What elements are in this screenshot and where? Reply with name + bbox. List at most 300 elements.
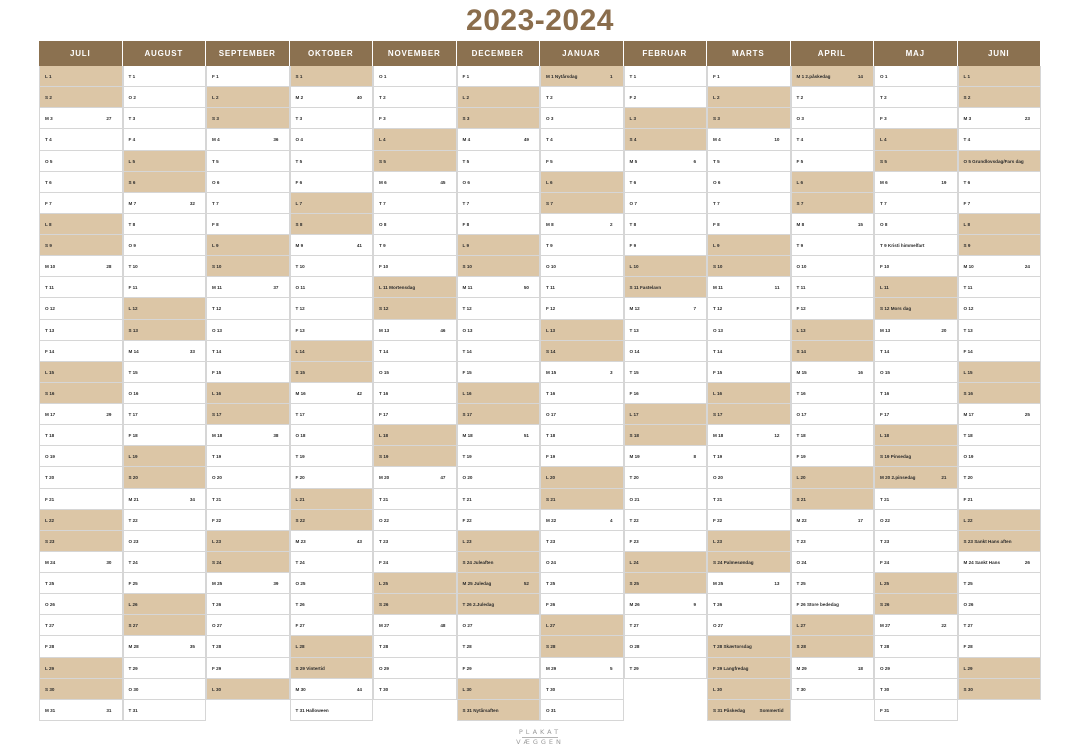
day-label: S 21: [546, 496, 556, 502]
day-cell: [373, 277, 457, 298]
day-label: F 1: [212, 74, 219, 79]
day-cell: [373, 510, 457, 531]
day-cell: [707, 108, 791, 129]
day-cell: [373, 446, 457, 467]
day-label: T 23: [379, 538, 389, 544]
day-label: F 18: [128, 433, 138, 439]
day-label: M 25 Juledag: [462, 581, 492, 586]
day-label: L 24: [629, 559, 639, 565]
day-cell: [791, 129, 875, 150]
day-label: M 11: [462, 285, 473, 291]
day-cell: [290, 129, 374, 150]
day-cell: [707, 425, 791, 446]
day-label: O 12: [45, 306, 55, 312]
week-number: 2: [609, 221, 613, 227]
day-label: F 10: [379, 264, 389, 270]
day-label: T 11: [963, 285, 973, 291]
day-cell: [791, 108, 875, 129]
day-label: S 9: [45, 243, 52, 248]
day-label: F 15: [462, 369, 472, 375]
week-number: 51: [523, 433, 529, 439]
day-label: L 15: [45, 369, 55, 375]
day-label: T 18: [796, 433, 806, 439]
day-label: T 2: [796, 95, 804, 101]
day-cell: [707, 679, 791, 700]
day-label: L 6: [796, 179, 804, 185]
day-cell: [290, 658, 374, 679]
week-number: 33: [189, 348, 195, 354]
day-label: T 14: [379, 348, 389, 354]
day-label: M 6: [379, 179, 387, 185]
day-label: F 28: [963, 644, 973, 650]
day-cell: [373, 320, 457, 341]
day-cell: [707, 193, 791, 214]
day-cell: [791, 383, 875, 404]
day-label: M 24: [45, 559, 56, 565]
day-label: M 15: [796, 369, 807, 375]
day-label: F 9: [629, 243, 637, 248]
day-cell: [206, 277, 290, 298]
day-cell: [791, 214, 875, 235]
day-label: T 21: [379, 496, 389, 502]
day-cell: [206, 214, 290, 235]
day-label: L 27: [546, 623, 556, 629]
day-cell: [958, 531, 1042, 552]
day-label: M 13: [379, 327, 390, 333]
day-label: T 1: [128, 74, 136, 79]
day-label: F 29: [212, 665, 222, 671]
day-cell: [707, 87, 791, 108]
day-cell: [206, 66, 290, 87]
day-label: F 8: [462, 221, 470, 227]
day-cell: [457, 425, 541, 446]
day-cell: [958, 66, 1042, 87]
day-cell: [39, 298, 123, 319]
day-cell: [791, 298, 875, 319]
day-cell: [707, 298, 791, 319]
day-cell: [874, 510, 958, 531]
day-label: L 23: [212, 538, 222, 544]
week-number: 25: [1024, 412, 1030, 417]
day-cell: [39, 108, 123, 129]
day-label: L 18: [379, 433, 389, 439]
day-cell: [624, 129, 708, 150]
day-cell: [707, 362, 791, 383]
day-note: Sommertid: [759, 707, 784, 713]
day-label: O 2: [128, 95, 136, 101]
day-label: L 11: [880, 285, 889, 291]
day-label: F 22: [212, 517, 222, 523]
day-cell: [290, 277, 374, 298]
day-label: S 24 Palmesøndag: [713, 559, 754, 565]
day-cell: [206, 341, 290, 362]
day-label: F 19: [546, 454, 556, 460]
day-cell: [624, 341, 708, 362]
day-cell: [123, 489, 207, 510]
day-label: O 26: [45, 602, 55, 608]
day-label: T 10: [128, 264, 138, 270]
day-cell: [874, 594, 958, 615]
day-label: F 20: [295, 475, 305, 481]
week-number: 11: [774, 285, 780, 291]
day-label: M 28: [128, 644, 139, 650]
day-cell: [123, 235, 207, 256]
day-cell: [290, 66, 374, 87]
day-label: S 1: [295, 74, 303, 79]
day-cell: [874, 320, 958, 341]
day-cell: [123, 531, 207, 552]
day-label: S 8: [295, 221, 303, 227]
day-cell: [123, 594, 207, 615]
day-label: L 2: [713, 95, 720, 101]
day-cell: [958, 510, 1042, 531]
day-cell: [373, 235, 457, 256]
day-label: T 9 Kristi himmelfart: [880, 243, 925, 248]
day-cell: [874, 66, 958, 87]
week-number: 44: [356, 686, 362, 692]
day-label: S 23 Sankt Hans aften: [963, 538, 1012, 544]
day-label: O 5 Grundlovsdag/Fars dag: [963, 158, 1024, 164]
day-cell: [874, 404, 958, 425]
day-cell: [791, 235, 875, 256]
day-label: L 4: [379, 137, 386, 143]
day-label: L 23: [713, 538, 723, 544]
day-label: T 2: [880, 95, 887, 101]
day-label: T 21: [880, 496, 890, 502]
day-label: T 30: [796, 686, 806, 692]
day-label: M 22: [796, 517, 807, 523]
day-cell: [206, 510, 290, 531]
month-header: APRIL: [791, 41, 875, 66]
day-label: S 31 Nytårsaften: [462, 707, 499, 713]
day-label: T 12: [212, 306, 222, 312]
day-cell: [874, 679, 958, 700]
day-label: L 13: [546, 327, 556, 333]
day-label: S 21: [796, 496, 806, 502]
day-cell: [206, 129, 290, 150]
logo-line-2: VÆGGEN: [516, 738, 564, 746]
day-label: O 29: [379, 665, 389, 671]
day-label: O 10: [546, 264, 556, 270]
week-number: 27: [106, 116, 112, 122]
day-label: O 1: [880, 74, 888, 79]
day-label: F 21: [963, 496, 973, 502]
week-number: 42: [356, 390, 362, 396]
day-cell: [39, 531, 123, 552]
day-label: M 18: [713, 433, 724, 439]
day-cell: [39, 446, 123, 467]
day-cell: [206, 467, 290, 488]
day-label: T 24: [295, 559, 305, 565]
day-cell: [707, 404, 791, 425]
day-label: L 27: [796, 623, 806, 629]
day-cell: [540, 298, 624, 319]
day-cell: [624, 108, 708, 129]
day-label: M 1 Nytårsdag: [546, 74, 578, 79]
day-cell: [123, 151, 207, 172]
day-cell: [540, 658, 624, 679]
day-cell: [457, 108, 541, 129]
day-cell: [874, 700, 958, 721]
day-label: L 23: [462, 538, 472, 544]
day-label: S 5: [379, 158, 386, 164]
day-label: T 19: [713, 454, 723, 460]
day-label: F 4: [128, 137, 136, 143]
day-cell: [457, 679, 541, 700]
day-label: L 20: [796, 475, 806, 481]
day-label: O 13: [462, 327, 473, 333]
day-cell: [457, 235, 541, 256]
day-cell: [457, 320, 541, 341]
day-cell: [123, 129, 207, 150]
day-label: T 4: [963, 137, 971, 143]
day-cell: [290, 573, 374, 594]
day-label: L 4: [880, 137, 887, 143]
month-header: MARTS: [707, 41, 791, 66]
day-label: O 24: [546, 559, 556, 565]
day-label: L 9: [713, 243, 720, 248]
day-label: T 9: [796, 243, 804, 248]
day-label: F 31: [880, 707, 890, 713]
day-cell: [206, 573, 290, 594]
day-label: S 17: [713, 412, 723, 417]
day-cell: [39, 151, 123, 172]
day-cell: [707, 129, 791, 150]
day-label: O 9: [128, 243, 136, 248]
day-label: F 15: [212, 369, 222, 375]
day-label: O 8: [379, 221, 387, 227]
day-label: T 12: [462, 306, 472, 312]
day-label: L 16: [212, 390, 222, 396]
day-cell: [373, 658, 457, 679]
day-cell: [540, 235, 624, 256]
day-label: L 6: [546, 179, 553, 185]
day-label: M 24 Sankt Hans: [963, 559, 1001, 565]
day-cell: [290, 193, 374, 214]
day-label: T 26: [295, 602, 305, 608]
day-cell: [373, 573, 457, 594]
day-label: T 25: [963, 581, 973, 586]
day-label: O 21: [629, 496, 640, 502]
day-label: M 26: [629, 602, 640, 608]
day-cell: [39, 510, 123, 531]
day-cell: [540, 193, 624, 214]
day-cell: [791, 658, 875, 679]
day-label: T 7: [462, 200, 470, 206]
day-label: O 17: [796, 412, 807, 417]
day-cell: [624, 636, 708, 657]
day-label: T 5: [295, 158, 303, 164]
day-label: F 17: [880, 412, 890, 417]
day-cell: [958, 404, 1042, 425]
day-cell: [707, 658, 791, 679]
day-label: M 5: [629, 158, 638, 164]
day-label: L 17: [629, 412, 639, 417]
day-cell: [457, 446, 541, 467]
day-label: M 9: [295, 243, 304, 248]
day-cell: [791, 510, 875, 531]
day-label: M 31: [45, 707, 56, 713]
day-label: L 30: [462, 686, 472, 692]
day-label: O 25: [295, 581, 306, 586]
day-label: T 5: [212, 158, 219, 164]
day-cell: [958, 277, 1042, 298]
day-cell: [540, 510, 624, 531]
day-label: T 22: [128, 517, 138, 523]
day-label: L 28: [295, 644, 305, 650]
day-label: F 22: [713, 517, 723, 523]
day-label: M 25: [212, 581, 223, 586]
day-cell: [39, 404, 123, 425]
day-label: M 30: [295, 686, 306, 692]
day-cell: [624, 362, 708, 383]
day-cell: [874, 129, 958, 150]
day-label: O 3: [796, 116, 804, 122]
day-label: M 3: [963, 116, 972, 122]
day-cell: [958, 214, 1042, 235]
day-label: T 9: [379, 243, 386, 248]
day-cell: [457, 552, 541, 573]
day-cell: [39, 235, 123, 256]
day-label: T 28: [379, 644, 389, 650]
day-label: M 27: [379, 623, 390, 629]
day-label: L 8: [963, 221, 971, 227]
day-cell: [874, 446, 958, 467]
day-label: M 25: [713, 581, 724, 586]
day-cell: [958, 446, 1042, 467]
day-cell: [707, 489, 791, 510]
day-cell: [874, 489, 958, 510]
day-label: L 1: [963, 74, 971, 79]
day-cell: [39, 658, 123, 679]
day-label: T 2: [546, 95, 553, 101]
month-column: [39, 41, 123, 721]
day-label: O 12: [963, 306, 974, 312]
day-cell: [206, 193, 290, 214]
day-label: T 5: [713, 158, 720, 164]
day-label: O 15: [880, 369, 890, 375]
day-cell: [958, 552, 1042, 573]
week-number: 50: [523, 285, 529, 291]
day-label: T 2: [379, 95, 386, 101]
day-label: L 10: [629, 264, 639, 270]
day-label: S 20: [128, 475, 138, 481]
day-cell: [874, 214, 958, 235]
day-label: F 25: [128, 581, 138, 586]
day-label: T 11: [546, 285, 555, 291]
day-label: S 28: [796, 644, 806, 650]
day-cell: [373, 87, 457, 108]
week-number: 30: [106, 559, 112, 565]
day-label: O 6: [212, 179, 220, 185]
week-number: 14: [857, 74, 863, 79]
day-label: S 27: [128, 623, 138, 629]
day-label: T 6: [45, 179, 52, 185]
day-label: F 5: [546, 158, 553, 164]
day-cell: [206, 383, 290, 404]
day-label: O 8: [880, 221, 888, 227]
day-cell: [958, 636, 1042, 657]
day-label: M 15: [546, 369, 557, 375]
week-number: 46: [440, 327, 446, 333]
week-number: 12: [774, 433, 780, 439]
day-cell: [206, 552, 290, 573]
day-label: T 17: [295, 412, 305, 417]
day-label: T 7: [379, 200, 386, 206]
day-cell: [707, 615, 791, 636]
day-cell: [791, 425, 875, 446]
day-label: M 8: [796, 221, 805, 227]
day-label: O 6: [462, 179, 470, 185]
day-label: T 14: [212, 348, 222, 354]
day-label: F 14: [963, 348, 973, 354]
week-number: 39: [273, 581, 279, 586]
day-cell: [874, 362, 958, 383]
day-cell: [206, 151, 290, 172]
day-label: F 7: [963, 200, 971, 206]
day-label: T 15: [128, 369, 138, 375]
day-cell: [707, 172, 791, 193]
day-cell: [874, 573, 958, 594]
week-number: 31: [106, 707, 112, 713]
day-label: T 30: [379, 686, 389, 692]
day-cell: [39, 129, 123, 150]
day-cell: [206, 87, 290, 108]
day-cell: [624, 425, 708, 446]
day-cell: [123, 404, 207, 425]
day-cell: [540, 172, 624, 193]
day-label: T 27: [963, 623, 973, 629]
day-label: F 19: [796, 454, 806, 460]
day-cell: [39, 679, 123, 700]
day-cell: [373, 256, 457, 277]
day-label: L 30: [713, 686, 723, 692]
day-label: L 22: [963, 517, 973, 523]
day-cell: [791, 362, 875, 383]
day-label: O 28: [629, 644, 640, 650]
month-column: [958, 41, 1042, 700]
day-label: T 19: [462, 454, 472, 460]
day-label: M 11: [212, 285, 222, 291]
day-cell: [707, 636, 791, 657]
day-cell: [707, 467, 791, 488]
day-cell: [707, 594, 791, 615]
day-label: S 6: [128, 179, 136, 185]
day-label: F 28: [45, 644, 55, 650]
day-cell: [540, 552, 624, 573]
month-column: [373, 41, 457, 700]
day-cell: [624, 467, 708, 488]
day-label: L 21: [295, 496, 305, 502]
day-cell: [373, 362, 457, 383]
day-label: T 16: [546, 390, 556, 396]
day-cell: [373, 552, 457, 573]
day-cell: [624, 87, 708, 108]
day-label: O 27: [462, 623, 473, 629]
day-label: F 2: [629, 95, 637, 101]
day-cell: [290, 362, 374, 383]
day-cell: [707, 341, 791, 362]
day-cell: [791, 151, 875, 172]
day-label: L 3: [629, 116, 637, 122]
day-label: O 23: [128, 538, 139, 544]
day-label: L 16: [462, 390, 472, 396]
day-label: T 27: [45, 623, 55, 629]
day-label: S 16: [45, 390, 55, 396]
day-cell: [123, 66, 207, 87]
day-label: O 27: [212, 623, 222, 629]
day-cell: [123, 573, 207, 594]
